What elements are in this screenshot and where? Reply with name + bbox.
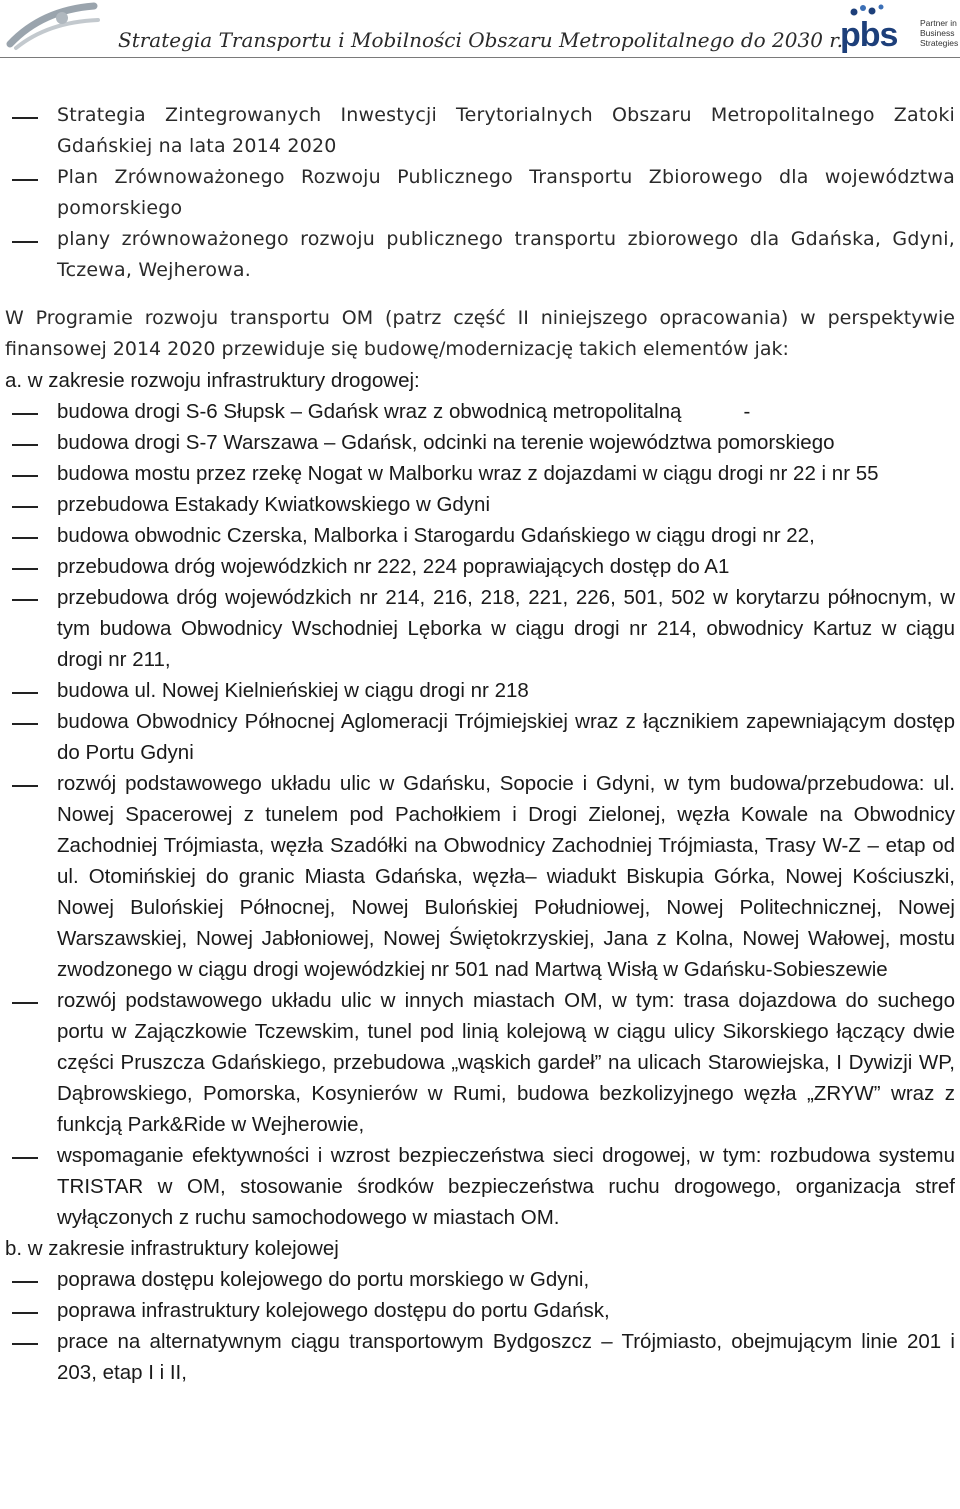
list-item: Strategia Zintegrowanych Inwestycji Terytorialnych Obszaru Metropolitalnego Zatoki Gdańskiej na lata 2014 2020 <box>57 104 955 157</box>
list-item: przebudowa dróg wojewódzkich nr 222, 224 poprawiających dostęp do A1 <box>57 555 730 578</box>
list-item: budowa obwodnic Czerska, Malborka i Starogardu Gdańskiego w ciągu drogi nr 22, <box>57 524 815 547</box>
list-item: budowa drogi S-7 Warszawa – Gdańsk, odcinki na terenie województwa pomorskiego <box>57 431 835 454</box>
list-item: budowa mostu przez rzekę Nogat w Malborku wraz z dojazdami w ciągu drogi nr 22 i nr 55 <box>57 462 879 485</box>
list-item: budowa drogi S-6 Słupsk – Gdańsk wraz z obwodnicą metropolitalną - <box>57 400 751 423</box>
list-item: przebudowa Estakady Kwiatkowskiego w Gdyni <box>57 493 490 516</box>
list-item: rozwój podstawowego układu ulic w innych miastach OM, w tym: trasa dojazdowa do suchego portu w Zajączkowie Tczewskim, tunel pod linią kolejową w ciągu ulicy Sikorskiego łączący dwie części Pruszcza Gdańskiego, przebudowa „wąskich gardeł” na ulicach Starowiejska, I Dywizji WP, Dąbrowskiego, Pomorska, Kosynierów w Rumi, budowa bezkolizyjnego węzła „ZRYW” wraz z funkcją Park&Ride w Wejherowie, <box>57 989 955 1136</box>
documents-list <box>0 100 960 286</box>
list-item: wspomaganie efektywności i wzrost bezpieczeństwa sieci drogowej, w tym: rozbudowa systemu TRISTAR w OM, stosowanie środków bezpieczeństwa ruchu drogowego, organizacja stref wyłączonych z ruchu samochodowego w miastach OM. <box>57 1144 955 1229</box>
list-item: poprawa infrastruktury kolejowego dostępu do portu Gdańsk, <box>57 1299 610 1322</box>
document-title: Strategia Transportu i Mobilności Obszaru Metropolitalnego do 2030 r. <box>118 28 843 52</box>
header-divider <box>0 57 960 58</box>
document-body <box>0 100 960 1388</box>
intro-paragraph: W Programie rozwoju transportu OM (patrz część II niniejszego opracowania) w perspektywie finansowej 2014 2020 przewiduje się budowę/modernizację takich elementów jak: <box>5 307 955 360</box>
section-heading: b. w zakresie infrastruktury kolejowej <box>5 1237 339 1260</box>
page-header <box>0 0 960 58</box>
list-item: prace na alternatywnym ciągu transportowym Bydgoszcz – Trójmiasto, obejmującym linie 201 i 203, etap I i II, <box>57 1330 955 1384</box>
list-item: przebudowa dróg wojewódzkich nr 214, 216, 218, 221, 226, 501, 502 w korytarzu północnym, w tym budowa Obwodnicy Wschodniej Lęborka w ciągu drogi nr 214, obwodnicy Kartuz w ciągu drogi nr 211, <box>57 586 955 671</box>
list-item: budowa Obwodnicy Północnej Aglomeracji Trójmiejskiej wraz z łącznikiem zapewniającym dostęp do Portu Gdyni <box>57 710 955 764</box>
pbs-tagline: Partner in Business Strategies <box>920 18 959 48</box>
metropolis-logo-icon <box>2 2 102 52</box>
list-item: budowa ul. Nowej Kielnieńskiej w ciągu drogi nr 218 <box>57 679 529 702</box>
section-heading: a. w zakresie rozwoju infrastruktury drogowej: <box>5 369 420 392</box>
section-roads <box>0 365 960 1388</box>
pbs-logo <box>840 2 958 56</box>
list-item: plany zrównoważonego rozwoju publicznego transportu zbiorowego dla Gdańska, Gdyni, Tczewa, Wejherowa. <box>57 228 955 281</box>
list-item: poprawa dostępu kolejowego do portu morskiego w Gdyni, <box>57 1268 590 1291</box>
list-item: rozwój podstawowego układu ulic w Gdańsku, Sopocie i Gdyni, w tym budowa/przebudowa: ul. Nowej Spacerowej z tunelem pod Pachołkiem i Drogi Zielonej, węzła Kowale na Obwodnicy Zachodniej Trójmiasta, węzła Szadółki na Obwodnicy Zachodniej Trójmiasta, Trasy W-Z – etap od ul. Otomińskiej do granic Miasta Gdańska, węzła– wiadukt Biskupia Górka, Nowej Kościuszki, Nowej Bulońskiej Północnej, Nowej Bulońskiej Południowej, Nowej Politechnicznej, Nowej Warszawskiej, Nowej Jabłoniowej, Nowej Świętokrzyskiej, Jana z Kolna, Nowej Wałowej, mostu zwodzonego w ciągu drogi wojewódzkiej nr 501 nad Martwą Wisłą w Gdańsku-Sobieszewie <box>57 772 955 981</box>
list-item: Plan Zrównoważonego Rozwoju Publicznego Transportu Zbiorowego dla województwa pomorskiego <box>57 166 955 219</box>
pbs-logo-text: pbs <box>840 16 898 54</box>
